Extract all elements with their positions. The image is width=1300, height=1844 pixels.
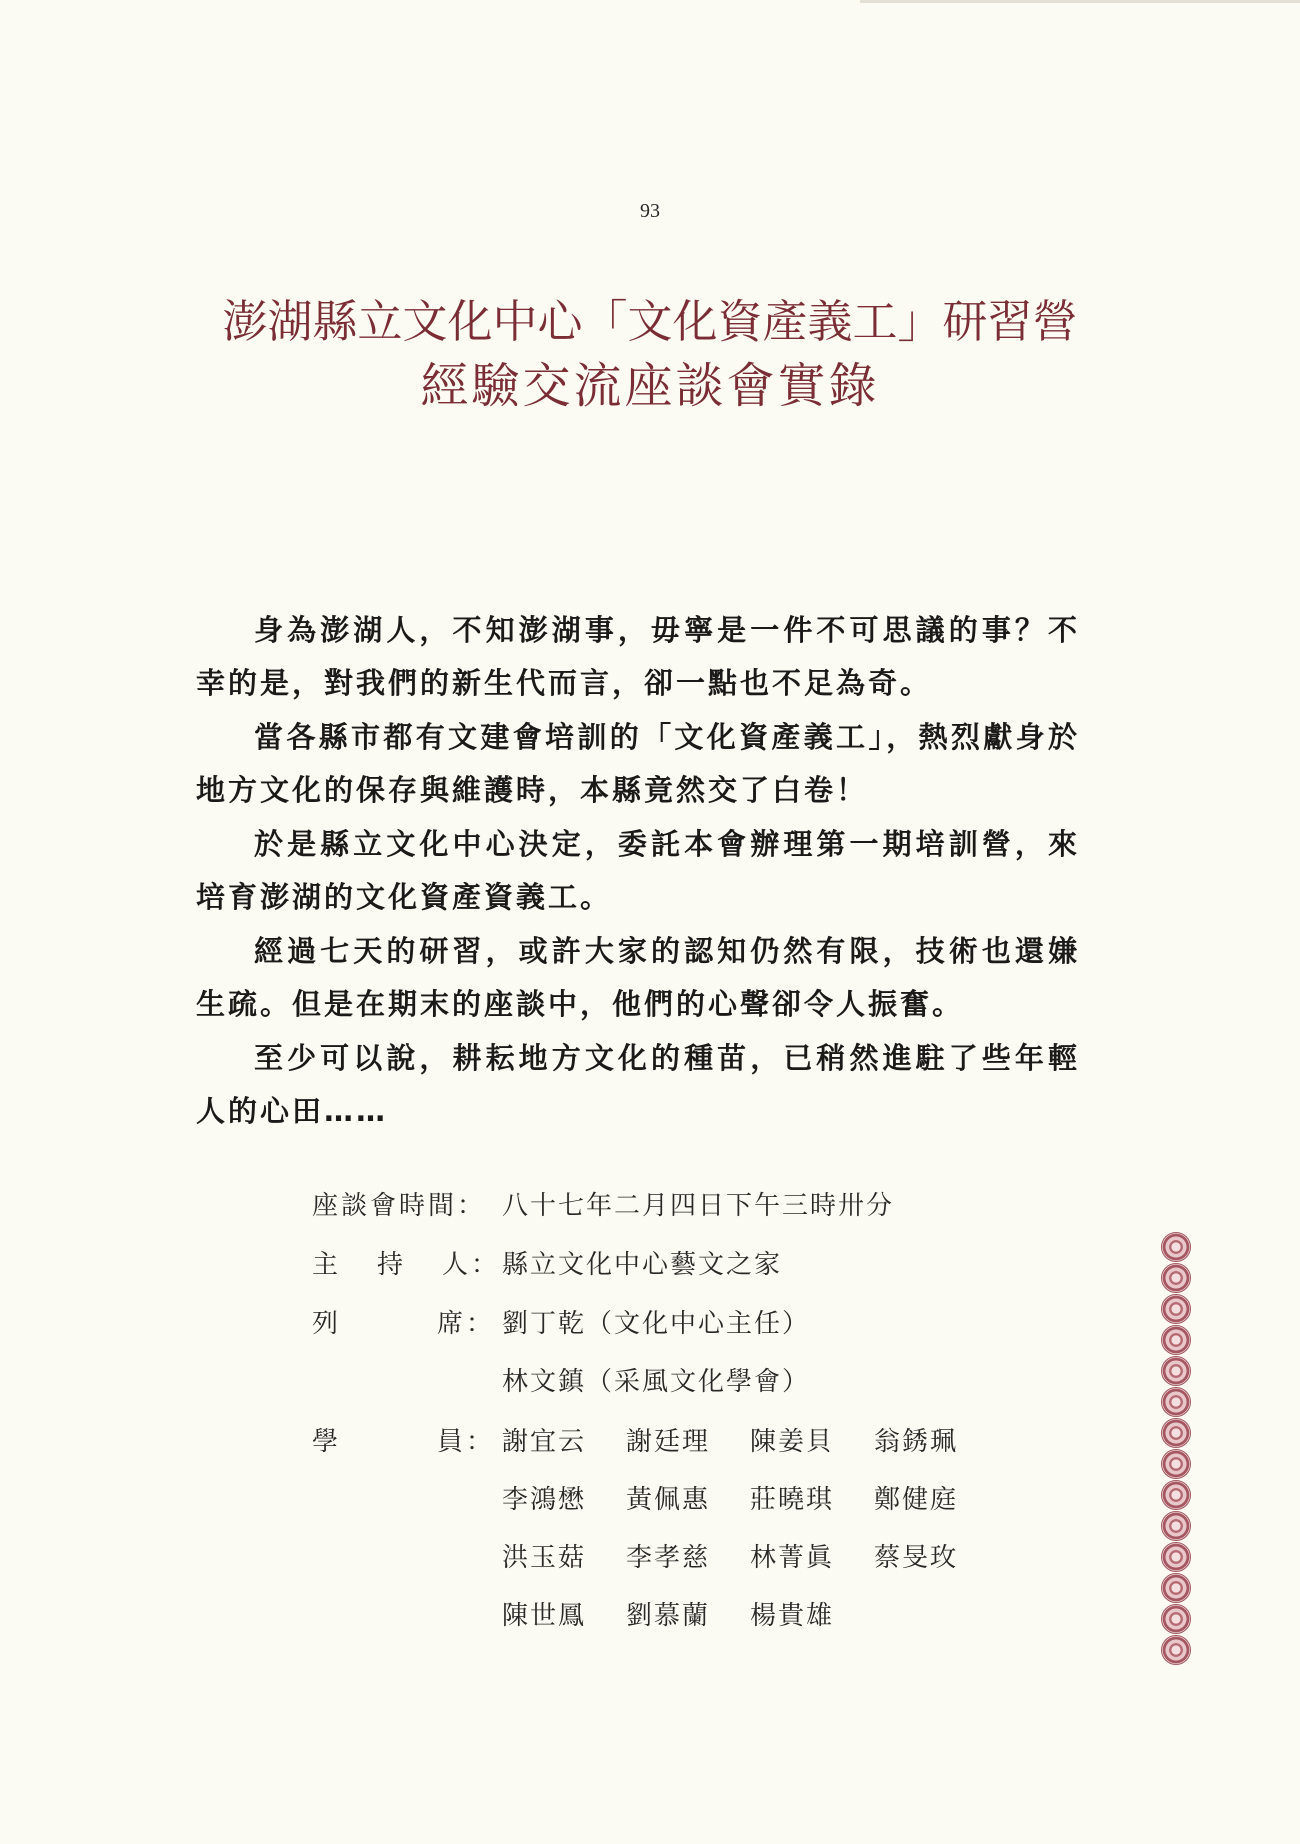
ornament-coin-icon (1161, 1294, 1191, 1324)
students-label-part: 學 (312, 1427, 342, 1457)
intro-paragraph-2: 當各縣市都有文建會培訓的「文化資產義工」，熱烈獻身於地方文化的保存與維護時，本縣竟然交了白卷！ (196, 720, 1080, 807)
student-name: 李孝慈 (626, 1543, 711, 1573)
ornament-coin-icon (1161, 1511, 1191, 1541)
ornament-coin-icon (1161, 1542, 1191, 1572)
ornament-coin-icon (1161, 1635, 1191, 1665)
student-name: 李鴻懋 (502, 1485, 587, 1515)
scan-edge-line (860, 0, 1300, 3)
ornament-coin-icon (1161, 1480, 1191, 1510)
student-name-grid (502, 1422, 998, 1636)
student-name: 林菁眞 (750, 1543, 835, 1573)
intro-paragraph-5: 至少可以說，耕耘地方文化的種苗，已稍然進駐了些年輕人的心田…… (196, 1041, 1080, 1128)
attendance-row (312, 1304, 811, 1344)
students-row (312, 1422, 502, 1462)
student-name: 莊曉琪 (750, 1485, 835, 1515)
title-line-1: 澎湖縣立文化中心「文化資產義工」研習營 (222, 295, 1078, 348)
student-name: 謝廷理 (626, 1427, 711, 1457)
attendance-label-part: 列 (312, 1309, 342, 1339)
host-label-part: 主 (312, 1250, 342, 1280)
decorative-coin-strip (1160, 1232, 1192, 1672)
attendance-label-part: 席： (437, 1309, 496, 1339)
student-name: 洪玉菇 (502, 1543, 587, 1573)
attendance-row-2 (312, 1362, 811, 1402)
meeting-time-value: 八十七年二月四日下午三時卅分 (502, 1191, 895, 1221)
ornament-coin-icon (1161, 1325, 1191, 1355)
intro-text (196, 604, 1080, 1139)
page-number: 93 (640, 200, 660, 222)
ornament-coin-icon (1161, 1573, 1191, 1603)
ornament-coin-icon (1161, 1449, 1191, 1479)
host-label (312, 1245, 502, 1285)
title-line-2: 經驗交流座談會實錄 (420, 358, 880, 414)
meeting-time-label: 座談會時間： (312, 1191, 487, 1221)
host-value: 縣立文化中心藝文之家 (502, 1250, 783, 1280)
student-name: 劉慕蘭 (626, 1601, 711, 1631)
page-title (0, 290, 1300, 418)
student-name: 鄭健庭 (874, 1485, 959, 1515)
student-name: 陳世鳳 (502, 1601, 587, 1631)
student-name: 黃佩惠 (626, 1485, 711, 1515)
attendance-label (312, 1304, 502, 1344)
meeting-time-row (312, 1186, 895, 1226)
student-name: 陳姜貝 (750, 1427, 835, 1457)
student-name: 蔡旻玫 (874, 1543, 959, 1573)
student-name: 楊貴雄 (750, 1601, 835, 1631)
ornament-coin-icon (1161, 1232, 1191, 1262)
intro-paragraph-4: 經過七天的研習，或許大家的認知仍然有限，技術也還嫌生疏。但是在期末的座談中，他們的心聲卻令人振奮。 (196, 934, 1080, 1021)
host-label-part: 人： (442, 1250, 501, 1280)
intro-paragraph-1: 身為澎湖人，不知澎湖事，毋寧是一件不可思議的事？不幸的是，對我們的新生代而言，卻一點也不足為奇。 (196, 613, 1080, 700)
host-row (312, 1245, 783, 1285)
attendee-2: 林文鎮（采風文化學會） (502, 1367, 811, 1397)
intro-paragraph-3: 於是縣立文化中心決定，委託本會辦理第一期培訓營，來培育澎湖的文化資產資義工。 (196, 827, 1080, 914)
students-label (312, 1422, 502, 1462)
ornament-coin-icon (1161, 1604, 1191, 1634)
ornament-coin-icon (1161, 1356, 1191, 1386)
student-name: 翁銹珮 (874, 1427, 959, 1457)
student-name: 謝宜云 (502, 1427, 587, 1457)
ornament-coin-icon (1161, 1263, 1191, 1293)
students-label-part: 員： (437, 1427, 496, 1457)
ornament-coin-icon (1161, 1387, 1191, 1417)
attendee-1: 劉丁乾（文化中心主任） (502, 1309, 811, 1339)
ornament-coin-icon (1161, 1418, 1191, 1448)
host-label-part: 持 (377, 1250, 407, 1280)
